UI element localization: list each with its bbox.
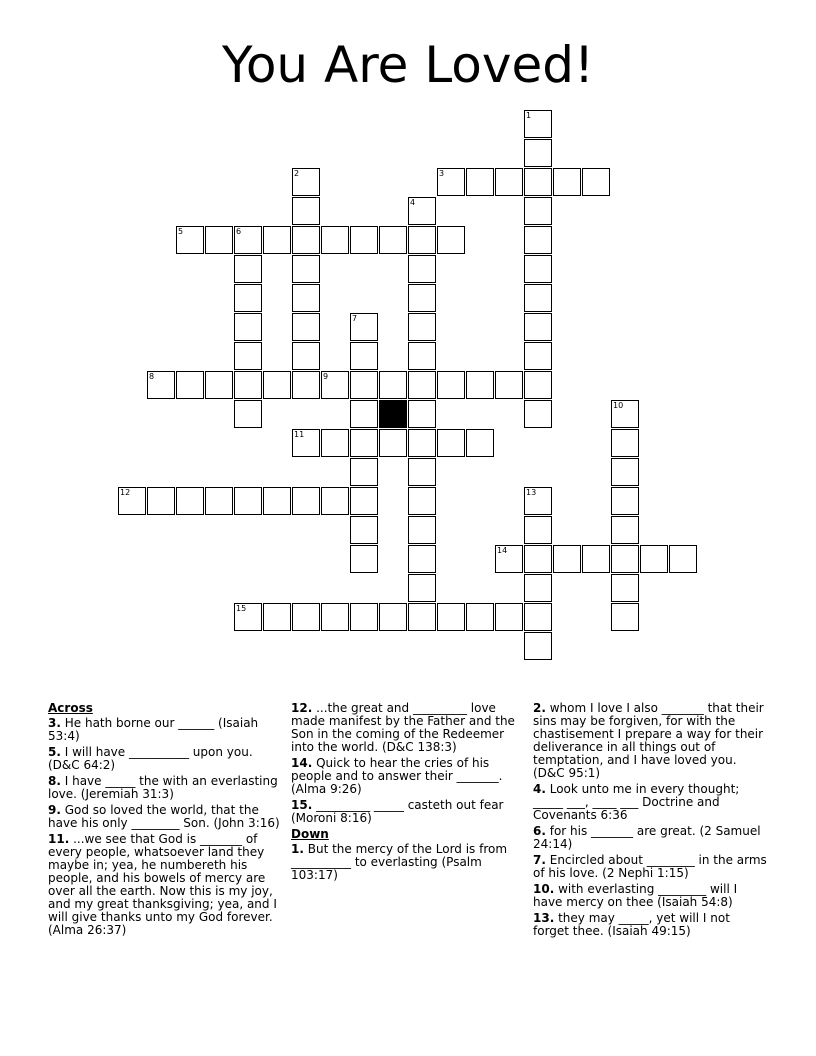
across-heading: Across [48,701,93,715]
grid-cell-5[interactable] [176,226,204,254]
grid-cell[interactable] [640,545,668,573]
clue-text: Look unto me in every thought; _____ ___, ____ ___ Doctrine and Covenants 6:36 [533,782,740,822]
grid-cell[interactable] [176,487,204,515]
grid-cell[interactable] [437,226,465,254]
grid-cell[interactable] [495,603,523,631]
across-clue-11 [48,833,280,937]
grid-cell[interactable] [524,255,552,283]
across-clue-8 [48,775,280,801]
clue-number: 8. [48,774,61,788]
clue-number-label: 10 [613,401,624,410]
across-clue-5 [48,746,280,772]
grid-cell-14[interactable] [495,545,523,573]
clue-text: _________ _____ casteth out fear (Moroni 8:16) [291,798,504,825]
grid-cell[interactable] [205,487,233,515]
grid-cell-4[interactable] [408,197,436,225]
grid-cell[interactable] [466,429,494,457]
grid-cell[interactable] [582,545,610,573]
clue-number-label: 11 [294,430,305,439]
grid-cell[interactable] [292,284,320,312]
grid-cell-12[interactable] [118,487,146,515]
clue-text: But the mercy of the Lord is from __________ to everlasting (Psalm 103:17) [291,842,508,882]
clue-text: Encircled about ________ in the arms of his love. (2 Nephi 1:15) [533,853,767,880]
down-heading: Down [291,827,329,841]
clue-number: 15. [291,798,313,812]
clue-column-3 [533,702,769,941]
grid-cell-8[interactable] [147,371,175,399]
grid-cell[interactable] [379,603,407,631]
grid-cell[interactable] [234,342,262,370]
grid-cell[interactable] [292,226,320,254]
grid-cell-3[interactable] [437,168,465,196]
clue-number-label: 3 [439,169,445,178]
grid-cell[interactable] [321,429,349,457]
grid-cell[interactable] [321,226,349,254]
clue-number-label: 1 [526,111,532,120]
clue-column-1 [48,702,280,940]
grid-cell[interactable] [408,226,436,254]
clue-number: 5. [48,745,61,759]
grid-cell[interactable] [408,429,436,457]
grid-cell[interactable] [408,371,436,399]
down-clue-6 [533,825,769,851]
grid-cell[interactable] [524,371,552,399]
clue-text: Quick to hear the cries of his people and to answer their _______. (Alma 9:26) [291,756,503,796]
grid-cell[interactable] [408,545,436,573]
grid-cell[interactable] [263,487,291,515]
grid-cell[interactable] [524,342,552,370]
grid-cell[interactable] [495,371,523,399]
grid-cell[interactable] [524,574,552,602]
grid-cell[interactable] [147,487,175,515]
grid-cell[interactable] [292,603,320,631]
grid-cell[interactable] [234,284,262,312]
grid-cell[interactable] [234,487,262,515]
clue-number-label: 2 [294,169,300,178]
grid-cell[interactable] [350,429,378,457]
clue-number-label: 15 [236,604,247,613]
down-clue-4 [533,783,769,822]
clue-number-label: 12 [120,488,131,497]
grid-cell[interactable] [495,168,523,196]
clue-text: whom I love I also _______ that their sins may be forgiven, for with the chastisement I prepare a way for their deliverance in all things out of temptation, and I have loved you. (D&C 95:1) [533,701,764,780]
clue-number: 4. [533,782,546,796]
grid-cell[interactable] [669,545,697,573]
grid-cell[interactable] [379,429,407,457]
grid-cell[interactable] [350,342,378,370]
grid-cell[interactable] [234,400,262,428]
grid-cell[interactable] [350,458,378,486]
grid-cell[interactable] [321,487,349,515]
across-clue-15 [291,799,521,825]
down-clue-1 [291,843,521,882]
clue-number: 14. [291,756,313,770]
grid-cell[interactable] [582,168,610,196]
grid-cell[interactable] [524,284,552,312]
down-clue-2 [533,702,769,780]
clue-text: ...we see that God is _______ of every people, whatsoever land they maybe in; yea, he numbereth his people, and his bowels of mercy are over all the earth. Now this is my joy, and my great thanksgiving; yea, and I will give thanks unto my God forever. (Alma 26:37) [48,832,277,937]
grid-cell[interactable] [524,139,552,167]
grid-cell[interactable] [553,168,581,196]
grid-cell[interactable] [350,545,378,573]
clue-number: 11. [48,832,70,846]
grid-cell[interactable] [379,226,407,254]
grid-cell[interactable] [292,487,320,515]
grid-cell[interactable] [437,603,465,631]
grid-cell[interactable] [466,371,494,399]
grid-cell-15[interactable] [234,603,262,631]
grid-cell[interactable] [611,603,639,631]
clue-text: ...the great and _________ love made manifest by the Father and the Son in the coming of the Redeemer into the world. (D&C 138:3) [291,701,515,754]
clue-number-label: 14 [497,546,508,555]
grid-cell[interactable] [350,603,378,631]
clue-text: with everlasting ________ will I have mercy on thee (Isaiah 54:8) [533,882,738,909]
grid-cell[interactable] [524,197,552,225]
clue-column-2 [291,702,521,885]
clue-number-label: 8 [149,372,155,381]
grid-cell[interactable] [234,313,262,341]
clue-number: 9. [48,803,61,817]
grid-cell[interactable] [466,168,494,196]
grid-cell[interactable] [524,168,552,196]
grid-cell[interactable] [611,516,639,544]
grid-cell[interactable] [524,603,552,631]
grid-cell[interactable] [611,574,639,602]
clue-number-label: 5 [178,227,184,236]
across-clue-9 [48,804,280,830]
grid-cell[interactable] [524,632,552,660]
grid-cell[interactable] [408,255,436,283]
across-clue-14 [291,757,521,796]
grid-cell[interactable] [205,226,233,254]
grid-cell[interactable] [437,371,465,399]
grid-cell[interactable] [408,458,436,486]
grid-cell[interactable] [553,545,581,573]
clue-number: 1. [291,842,304,856]
grid-cell-13[interactable] [524,487,552,515]
clue-number-label: 7 [352,314,358,323]
grid-cell[interactable] [350,516,378,544]
grid-cell[interactable] [408,487,436,515]
grid-cell[interactable] [350,226,378,254]
grid-cell[interactable] [466,603,494,631]
down-clue-7 [533,854,769,880]
grid-cell[interactable] [437,429,465,457]
clue-number: 2. [533,701,546,715]
grid-cell[interactable] [292,197,320,225]
grid-cell[interactable] [292,313,320,341]
grid-cell-6[interactable] [234,226,262,254]
puzzle-title: You Are Loved! [221,36,595,94]
grid-cell[interactable] [263,603,291,631]
grid-cell[interactable] [263,371,291,399]
grid-cell[interactable] [234,255,262,283]
grid-cell[interactable] [292,371,320,399]
grid-cell-10[interactable] [611,400,639,428]
grid-cell[interactable] [408,516,436,544]
grid-cell[interactable] [176,371,204,399]
grid-cell[interactable] [524,516,552,544]
grid-cell[interactable] [524,400,552,428]
clue-number: 10. [533,882,555,896]
grid-cell[interactable] [408,313,436,341]
clue-number: 7. [533,853,546,867]
grid-cell-2[interactable] [292,168,320,196]
clue-number: 12. [291,701,313,715]
clue-number-label: 9 [323,372,329,381]
grid-cell[interactable] [205,371,233,399]
grid-cell-11[interactable] [292,429,320,457]
clue-text: they may _____, yet will I not forget thee. (Isaiah 49:15) [533,911,730,938]
grid-cell[interactable] [292,255,320,283]
grid-cell[interactable] [350,371,378,399]
grid-cell[interactable] [408,603,436,631]
grid-cell[interactable] [234,371,262,399]
black-square [379,400,407,428]
grid-cell[interactable] [263,226,291,254]
grid-cell[interactable] [321,603,349,631]
grid-cell[interactable] [408,574,436,602]
clue-text: God so loved the world, that the have his only ________ Son. (John 3:16) [48,803,280,830]
grid-cell[interactable] [524,313,552,341]
clue-number: 13. [533,911,555,925]
grid-cell[interactable] [611,545,639,573]
grid-cell-9[interactable] [321,371,349,399]
clue-number-label: 13 [526,488,537,497]
clue-number-label: 6 [236,227,242,236]
grid-cell[interactable] [408,284,436,312]
clue-text: for his _______ are great. (2 Samuel 24:14) [533,824,761,851]
clue-number-label: 4 [410,198,416,207]
grid-cell[interactable] [350,400,378,428]
clue-number: 6. [533,824,546,838]
grid-cell[interactable] [379,371,407,399]
down-clue-13 [533,912,769,938]
grid-cell[interactable] [524,226,552,254]
grid-cell-1[interactable] [524,110,552,138]
grid-cell-7[interactable] [350,313,378,341]
grid-cell[interactable] [350,487,378,515]
grid-cell[interactable] [408,400,436,428]
clue-text: I will have __________ upon you. (D&C 64:2) [48,745,253,772]
clue-text: He hath borne our ______ (Isaiah 53:4) [48,716,259,743]
clue-number: 3. [48,716,61,730]
grid-cell[interactable] [408,342,436,370]
grid-cell[interactable] [611,458,639,486]
across-clue-3 [48,717,280,743]
down-clue-10 [533,883,769,909]
clue-text: I have _____ the with an everlasting love. (Jeremiah 31:3) [48,774,278,801]
across-clue-12 [291,702,521,754]
grid-cell[interactable] [292,342,320,370]
grid-cell[interactable] [611,487,639,515]
grid-cell[interactable] [524,545,552,573]
grid-cell[interactable] [611,429,639,457]
